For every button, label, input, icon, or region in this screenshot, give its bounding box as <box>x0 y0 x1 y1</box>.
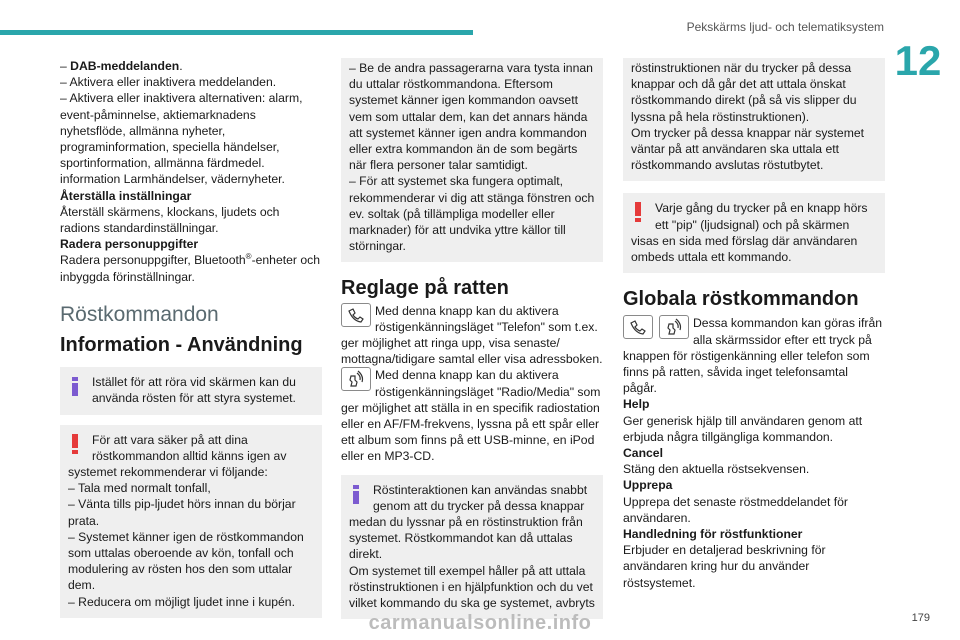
dab-item-1: – Aktivera eller inaktivera meddelanden. <box>60 75 277 90</box>
voice-command-button-icon <box>665 318 683 336</box>
warning-bullet-1: – Tala med normalt tonfall, <box>68 481 211 496</box>
radio-button-text: Med denna knapp kan du aktivera röstigenkänningsläget "Radio/Media" som ger möjlighet att ställa in en specifik radiostation eller en AF/FM-frekvens, lyssna på ett spår eller ett album som finns på ett USB-minne, en iPod eller en MP3-CD. <box>341 368 601 464</box>
dab-item-2: – Aktivera eller inaktivera alternativen: alarm, event-påminnelse, aktiemarknadens nyhetsflöde, allmänna nyheter, programinformation, speciella händelser, sportinformation, allmänna färdmedel. information Larmhändelser, vädernyheter. <box>60 91 303 187</box>
info2-text-rest: medan du lyssnar på en röstinstruktion från systemet. Röstkommandot kan då uttalas direkt. <box>349 515 583 562</box>
column-2 <box>341 58 603 629</box>
global-commands-title: Globala röstkommandon <box>623 288 859 311</box>
warning2-text-rest: visas en sida med förslag där användaren ombeds uttala ett kommando. <box>631 233 858 265</box>
info-box-2-continued <box>623 58 885 181</box>
dab-line <box>60 58 322 74</box>
reset-heading: Återställa inställningar <box>60 188 192 203</box>
warning-text-first: För att vara säker på att dina röstkommandon alltid känns igen av <box>92 432 287 463</box>
continued-text-1: röstinstruktionen när du trycker på dessa knappar och då går det att uttala önskat röstkommando direkt (på så vis slipper du lyssna på hela röstinstruktionen). <box>631 61 857 124</box>
watermark: carmanualsonline.info <box>368 612 592 634</box>
section-title: Pekskärms ljud- och telematiksystem <box>686 20 884 34</box>
phone-button-icon <box>629 319 647 335</box>
warning-bullet-4: – Reducera om möjligt ljudet inne i kupén. <box>68 594 295 609</box>
phone-button-group <box>341 303 371 327</box>
warning-box <box>60 425 322 618</box>
cancel-text: Stäng den aktuella röstsekvensen. <box>623 462 810 477</box>
column-3 <box>623 58 885 591</box>
guide-heading: Handledning för röstfunktioner <box>623 527 803 542</box>
cancel-heading: Cancel <box>623 446 663 461</box>
continued-bullet-1: – Be de andra passagerarna vara tysta innan du uttalar röstkommandona. Eftersom systemet känner igen kommandon oavsett vem som uttalar dem, kan det annars hända att systemet känner igen andra kommandon eller extra kommandon än de som begärts när flera personer talar samtidigt. <box>349 61 593 173</box>
period: . <box>179 59 183 73</box>
voice-button-group <box>341 367 371 391</box>
phone-button <box>341 303 371 327</box>
continued-text-2: Om trycker på dessa knappar när systemet väntar på att användaren ska uttala ett röstkommando avslutas röstutbytet. <box>631 125 865 173</box>
personal-data-text-b: -enheter och inbyggda förinställningar. <box>60 253 320 284</box>
voice-command-button-icon <box>347 370 365 388</box>
info-box <box>60 367 322 414</box>
info2-text-first: Röstinteraktionen kan användas snabbt genom att du trycker på dessa knappar <box>373 482 588 513</box>
guide-text: Erbjuder en detaljerad beskrivning för användaren kring hur du använder röstsystemet. <box>623 543 826 590</box>
chapter-number: 12 <box>894 37 942 84</box>
global-buttons-row <box>623 315 885 396</box>
warning-icon <box>68 433 82 455</box>
phone-button-row <box>341 303 603 368</box>
dab-heading: DAB-meddelanden <box>70 59 180 73</box>
phone-button-text: Med denna knapp kan du aktivera röstigenkänningsläget "Telefon" som t.ex. ger möjlighet att ringa upp, visa senaste/ mottagna/tidigare samtal eller visa adressboken. <box>341 303 603 367</box>
repeat-heading: Upprepa <box>623 478 673 493</box>
steering-controls-title: Reglage på ratten <box>341 277 509 300</box>
warning2-text-first: Varje gång du trycker på en knapp hörs ett "pip" (ljudsignal) och på skärmen <box>655 201 868 232</box>
voice-command-button <box>341 367 371 391</box>
help-text: Ger generisk hjälp till användaren genom att erbjuda några tillgängliga kommandon. <box>623 413 863 444</box>
global-commands-text: Dessa kommandon kan göras ifrån alla skärmssidor efter ett tryck på knappen för röstigenkänning eller telefon som finns på ratten, såvida inget telefonsamtal pågår. <box>623 316 883 396</box>
info2-text-2: Om systemet till exempel håller på att uttala röstinstruktionen i en hjälpfunktion och du vet vilket kommando du ska ge systemet, avbryts <box>349 563 595 611</box>
warning-icon <box>631 201 645 223</box>
warning-text-rest: systemet rekommenderar vi följande: <box>68 465 268 480</box>
phone-button <box>623 315 653 339</box>
reset-text: Återställ skärmens, klockans, ljudets och radions standardinställningar. <box>60 204 280 236</box>
warning-bullet-3: – Systemet känner igen de röstkommandon som uttalas oberoende av kön, tonfall och modulering av rösten hos den som uttalar dem. <box>68 529 304 593</box>
continued-bullet-2: – För att systemet ska fungera optimalt, rekommenderar vi dig att stänga fönstren och ev. soltak (på tillämpliga modeller eller marknader) för att undvika yttre källor till störningar. <box>349 174 595 254</box>
radio-button-row <box>341 367 603 464</box>
personal-data-text-a: Radera personuppgifter, Bluetooth <box>60 253 246 268</box>
repeat-text: Upprepa det senaste röstmeddelandet för användaren. <box>623 494 848 525</box>
voice-commands-title: Röstkommandon <box>60 302 219 326</box>
dash: – <box>60 59 71 73</box>
registered-mark: ® <box>245 252 252 262</box>
voice-command-button <box>659 315 689 339</box>
page-number: 179 <box>911 612 930 624</box>
help-heading: Help <box>623 397 650 412</box>
info-usage-title: Information - Användning <box>60 334 303 357</box>
personal-data-heading: Radera personuppgifter <box>60 237 199 252</box>
personal-data-text <box>60 252 322 284</box>
warning-box-continued <box>341 58 603 262</box>
header-accent-bar <box>0 30 473 35</box>
column-1 <box>60 58 322 628</box>
info-box-2 <box>341 475 603 620</box>
warning-bullet-2: – Vänta tills pip-ljudet hörs innan du börjar prata. <box>68 497 296 528</box>
info-icon <box>349 483 363 505</box>
global-button-group <box>623 315 689 339</box>
info-icon <box>68 375 82 397</box>
warning-box-2 <box>623 193 885 273</box>
phone-button-icon <box>347 307 365 323</box>
info-box-text: Istället för att röra vid skärmen kan du använda rösten för att styra systemet. <box>92 375 296 406</box>
